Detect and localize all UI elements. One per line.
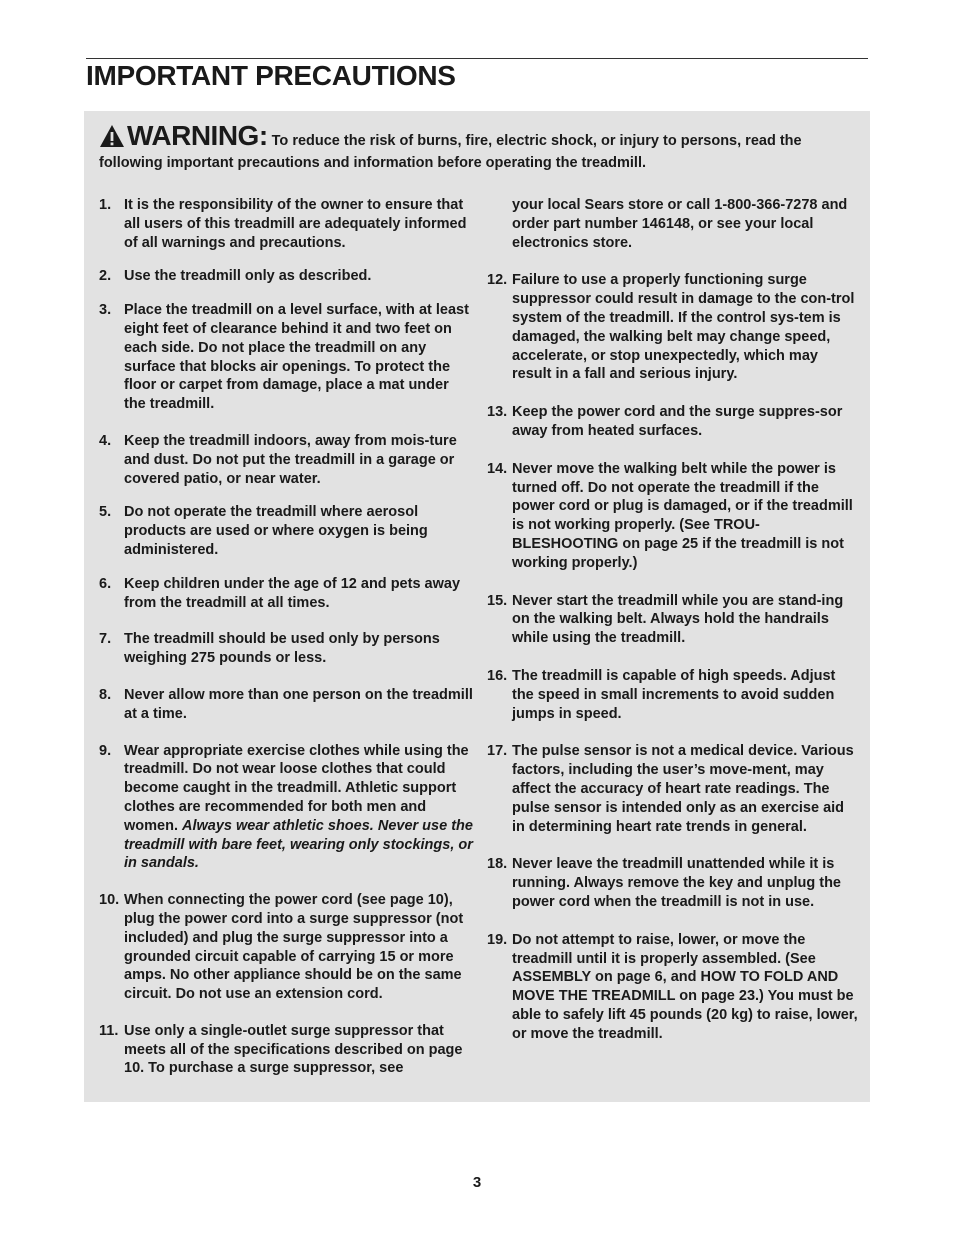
list-item: 10. When connecting the power cord (see page 10), plug the power cord into a surge suppressor (not included) and plug the surge suppressor into a grounded circuit capable of carrying 15 or more amps. No other appliance should be on the same circuit. Do not use an extension cord.: [99, 892, 464, 1003]
warning-label: WARNING:: [127, 120, 268, 151]
list-item: 17. The pulse sensor is not a medical device. Various factors, including the user’s move-ment, may affect the accuracy of heart rate readings. The pulse sensor is intended only as an exercise aid in determining heart rate trends in general.: [487, 743, 854, 835]
list-item: 6. Keep children under the age of 12 and pets away from the treadmill at all times.: [99, 575, 461, 611]
list-item: 8. Never allow more than one person on the treadmill at a time.: [99, 686, 473, 722]
precautions-column-right: [487, 196, 859, 1043]
list-item: 13. Keep the power cord and the surge suppres-sor away from heated surfaces.: [487, 404, 843, 439]
list-item: 3. Place the treadmill on a level surface, with at least eight feet of clearance behind it and two feet on each side. Do not place the treadmill on any surface that blocks air openings. To protect the floor or carpet from damage, place a mat under the treadmill.: [99, 302, 469, 413]
list-item: 16. The treadmill is capable of high speeds. Adjust the speed in small increments to avoid sudden jumps in speed.: [487, 667, 836, 722]
list-item: 11. Use only a single-outlet surge suppressor that meets all of the specifications described on page 10. To purchase a surge suppressor, see: [99, 1022, 463, 1077]
list-item: 7. The treadmill should be used only by persons weighing 275 pounds or less.: [99, 631, 440, 667]
page-number: 3: [472, 1174, 482, 1191]
list-item: 14. Never move the walking belt while the power is turned off. Do not operate the treadmill if the power cord or plug is damaged, or if the treadmill is not working properly. (See TROU-BLESHOOTING on page 25 if the treadmill is not working properly.): [487, 460, 853, 571]
list-item: 15. Never start the treadmill while you are stand-ing on the walking belt. Always hold the handrails while using the treadmill.: [487, 592, 844, 647]
list-item: 4. Keep the treadmill indoors, away from mois-ture and dust. Do not put the treadmill in a garage or covered patio, or near water.: [99, 432, 457, 487]
precautions-column-left: [99, 196, 473, 1078]
list-item: 12. Failure to use a properly functioning surge suppressor could result in damage to the con-trol system of the treadmill. If the control sys-tem is damaged, the walking belt may change speed, accelerate, or stop unexpectedly, which may result in a fall and serious injury.: [487, 272, 855, 383]
list-item: 1. It is the responsibility of the owner to ensure that all users of this treadmill are adequately informed of all warnings and precautions.: [99, 197, 467, 251]
page-title: IMPORTANT PRECAUTIONS: [86, 60, 456, 91]
list-item: 18. Never leave the treadmill unattended while it is running. Always remove the key and unplug the power cord when the treadmill is not in use.: [487, 856, 841, 910]
warning-statement: [99, 120, 859, 173]
list-item: 2. Use the treadmill only as described.: [99, 268, 372, 285]
list-item: 19. Do not attempt to raise, lower, or move the treadmill until it is properly assembled. (See ASSEMBLY on page 6, and HOW TO FOLD AND MOVE THE TREADMILL on page 23.) You must be able to safely lift 45 pounds (20 kg) to raise, lower, or move the treadmill.: [487, 931, 858, 1042]
header-rule: [86, 58, 868, 59]
list-item: 5. Do not operate the treadmill where aerosol products are used or where oxygen is being administered.: [99, 504, 428, 558]
warning-text: To reduce the risk of burns, fire, electric shock, or injury to persons, read the following important precautions and information before operating the treadmill.: [99, 133, 802, 171]
warning-triangle-icon: [99, 124, 125, 154]
list-item: 9. Wear appropriate exercise clothes while using the treadmill. Do not wear loose clothes that could become caught in the treadmill. Athletic support clothes are recommended for both men and women. Always wear athletic shoes. Never use the treadmill with bare feet, wearing only stockings, or in sandals.: [99, 742, 473, 872]
emphasis-text: Always wear athletic shoes. Never use the treadmill with bare feet, wearing only stockings, or in sandals.: [124, 817, 473, 872]
list-item-continued: your local Sears store or call 1-800-366-7278 and order part number 146148, or see your local electronics store.: [512, 197, 848, 251]
